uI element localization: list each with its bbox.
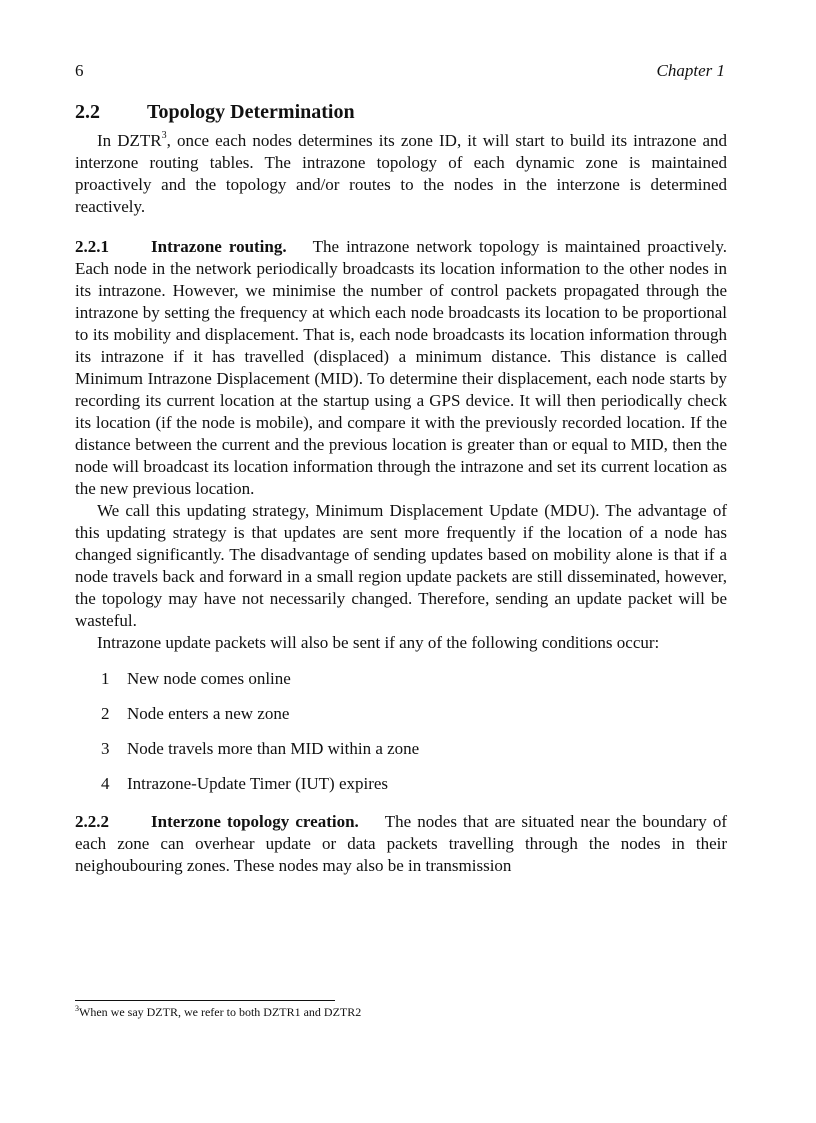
running-head: Chapter 1 xyxy=(656,61,725,80)
footnote-divider xyxy=(75,1000,335,1001)
page-number: 6 xyxy=(75,61,84,80)
subsection-title: Interzone topology creation. xyxy=(151,812,359,831)
list-item-text: Node travels more than MID within a zone xyxy=(127,739,420,758)
footnote xyxy=(75,1000,727,1020)
section-heading xyxy=(75,98,727,126)
section-title: Topology Determination xyxy=(147,101,355,123)
section-intro-paragraph xyxy=(75,130,727,218)
list-item-number: 3 xyxy=(101,739,110,758)
page-body xyxy=(75,98,727,877)
list-item xyxy=(101,738,727,760)
section-number: 2.2 xyxy=(75,101,100,123)
footnote-text: When we say DZTR, we refer to both DZTR1 and DZTR2 xyxy=(79,1005,362,1019)
subsection-number: 2.2.2 xyxy=(75,812,109,831)
footnote-marker: 3 xyxy=(75,1004,79,1013)
subsection-interzone-paragraph xyxy=(75,811,727,877)
conditions-intro-paragraph: Intrazone update packets will also be sent if any of the following conditions occur: xyxy=(97,633,660,652)
subsection-number: 2.2.1 xyxy=(75,237,109,256)
list-item-text: Intrazone-Update Timer (IUT) expires xyxy=(127,774,389,793)
paragraph-text: The nodes that are situated near the boundary of each zone can overhear update or data packets travelling through the nodes in their neighoubouring zones. These nodes may also be in transmission xyxy=(75,812,727,875)
list-item-text: New node comes online xyxy=(127,669,291,688)
list-item-number: 2 xyxy=(101,704,110,723)
conditions-list xyxy=(75,668,727,795)
list-item-text: Node enters a new zone xyxy=(127,704,290,723)
intro-text-start: In DZTR xyxy=(97,131,162,150)
paragraph-text: The intrazone network topology is maintained proactively. Each node in the network periodically broadcasts its location information to the other nodes in its intrazone. However, we minimise the number of control packets propagated through the intrazone by setting the frequency at which each node broadcasts its location to be proportional to its mobility and displacement. That is, each node broadcasts its location information through its intrazone if it has travelled (displaced) a minimum distance. This distance is called Minimum Intrazone Displacement (MID). To determine their displacement, each node starts by recording its current location at the startup using a GPS device. It will then periodically check its location (if the node is mobile), and compare it with the previously recorded location. If the distance between the current and the previous location is greater than or equal to MID, then the node will broadcast its location information through the intrazone and set its current location as the new previous location. xyxy=(75,237,727,498)
list-item-number: 4 xyxy=(101,774,110,793)
subsection-title: Intrazone routing. xyxy=(151,237,287,256)
list-item xyxy=(101,703,727,725)
mdu-paragraph: We call this updating strategy, Minimum Displacement Update (MDU). The advantage of this updating strategy is that updates are sent more frequently if the location of a node has changed significantly. The disadvantage of sending updates based on mobility alone is that if a node travels back and forward in a small region update packets are still disseminated, however, the topology may have not necessarily changed. Therefore, sending an update packet will be wasteful. xyxy=(75,501,727,630)
list-item xyxy=(101,668,727,690)
footnote-reference: 3 xyxy=(161,130,167,141)
intro-text-rest: , once each nodes determines its zone ID, it will start to build its intrazone and interzone routing tables. The intrazone topology of each dynamic zone is maintained proactively and the topology and/or routes to the nodes in the interzone is determined reactively. xyxy=(75,131,727,216)
list-item xyxy=(101,773,727,795)
list-item-number: 1 xyxy=(101,669,110,688)
subsection-intrazone-paragraph xyxy=(75,236,727,500)
